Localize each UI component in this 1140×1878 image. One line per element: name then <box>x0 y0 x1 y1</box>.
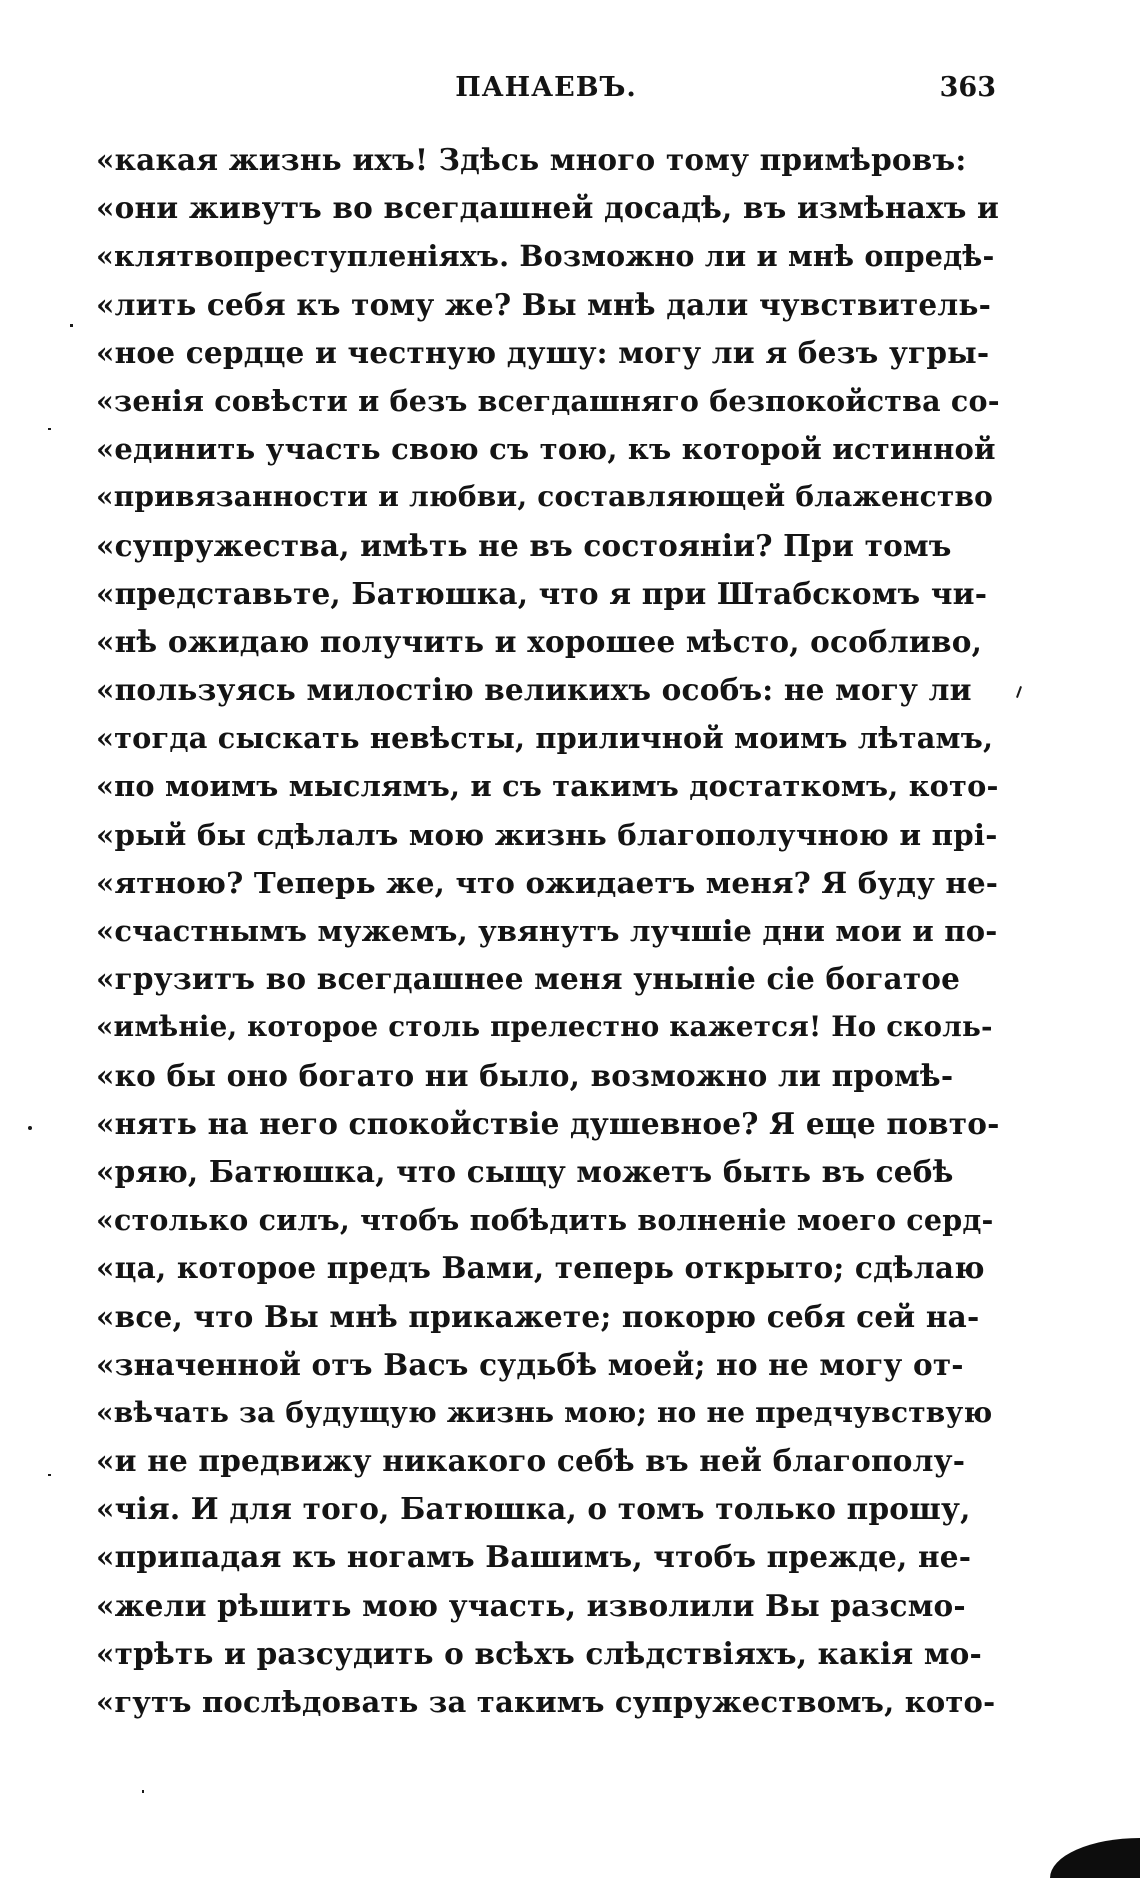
body-text <box>96 136 1000 1726</box>
scan-speck <box>48 428 51 430</box>
text-line: «значенной отъ Васъ судьбѣ моей; но не могу от- <box>96 1346 964 1382</box>
text-line: «столько силъ, чтобъ побѣдить волненіе моего серд- <box>96 1203 994 1238</box>
text-line: «по моимъ мыслямъ, и съ такимъ достаткомъ, кото- <box>96 769 999 804</box>
text-line: «имѣніе, которое столь прелестно кажется! Но сколь- <box>96 1010 993 1044</box>
text-line: «ца, которое предъ Вами, теперь открыто; сдѣлаю <box>96 1250 985 1286</box>
text-line: «пользуясь милостію великихъ особъ: не могу ли <box>96 672 972 708</box>
text-line: «ятною? Теперь же, что ожидаетъ меня? Я буду не- <box>96 865 999 900</box>
text-line: «чія. И для того, Батюшка, о томъ только прошу, <box>96 1491 971 1527</box>
page-number: 363 <box>939 72 996 103</box>
text-line: «трѣть и разсудить о всѣхъ слѣдствіяхъ, какія мо- <box>96 1635 982 1671</box>
page-header <box>96 72 996 112</box>
text-line: «нять на него спокойствіе душевное? Я еще повто- <box>96 1105 1000 1141</box>
text-line: «жели рѣшить мою участь, изволили Вы разсмо- <box>96 1587 966 1623</box>
text-line: «все, что Вы мнѣ прикажете; покорю себя сей на- <box>96 1298 980 1334</box>
text-line: «привязанности и любви, составляющей блаженство <box>96 480 993 514</box>
scan-speck <box>48 1474 51 1476</box>
text-line: «клятвопреступленіяхъ. Возможно ли и мнѣ опредѣ- <box>96 239 995 274</box>
text-line: «единить участь свою съ тою, къ которой истинной <box>96 432 996 467</box>
text-line: «они живутъ во всегдашней досадѣ, въ измѣнахъ и <box>96 190 1000 226</box>
text-line: «тогда сыскать невѣсты, приличной моимъ лѣтамъ, <box>96 721 994 756</box>
ink-blot <box>1050 1838 1140 1878</box>
scan-speck <box>70 324 73 327</box>
text-line: «ко бы оно богато ни было, возможно ли промѣ- <box>96 1057 954 1093</box>
text-line: «гутъ послѣдовать за такимъ супружествомъ, кото- <box>96 1685 996 1719</box>
text-line: «рый бы сдѣлалъ мою жизнь благополучною и прі- <box>96 817 998 852</box>
text-line: «нѣ ожидаю получить и хорошее мѣсто, особливо, <box>96 623 983 659</box>
text-line: «ное сердце и честную душу: могу ли я безъ угры- <box>96 334 990 370</box>
text-line: «припадая къ ногамъ Вашимъ, чтобъ прежде, не- <box>96 1539 972 1575</box>
scan-speck <box>28 1126 32 1130</box>
text-line: «и не предвижу никакого себѣ въ ней благополу- <box>96 1443 966 1479</box>
text-line: «супружества, имѣть не въ состояніи? При томъ <box>96 527 952 563</box>
text-line: «представьте, Батюшка, что я при Штабскомъ чи- <box>96 575 988 611</box>
text-line: «лить себя къ тому же? Вы мнѣ дали чувствитель- <box>96 286 992 322</box>
text-line: «счастнымъ мужемъ, увянутъ лучшіе дни мои и по- <box>96 914 998 948</box>
text-line: «грузитъ во всегдашнее меня уныніе сіе богатое <box>96 961 961 997</box>
text-line: «вѣчать за будущую жизнь мою; но не предчувствую <box>96 1395 993 1429</box>
scan-speck <box>1016 686 1022 698</box>
text-line: «какая жизнь ихъ! Здѣсь много тому примѣровъ: <box>96 142 967 177</box>
scan-speck <box>142 1790 144 1793</box>
text-line: «ряю, Батюшка, что сыщу можетъ быть въ себѣ <box>96 1153 954 1189</box>
running-title: ПАНАЕВЪ. <box>455 72 637 103</box>
text-line: «зенія совѣсти и безъ всегдашняго безпокойства со- <box>96 383 1000 418</box>
